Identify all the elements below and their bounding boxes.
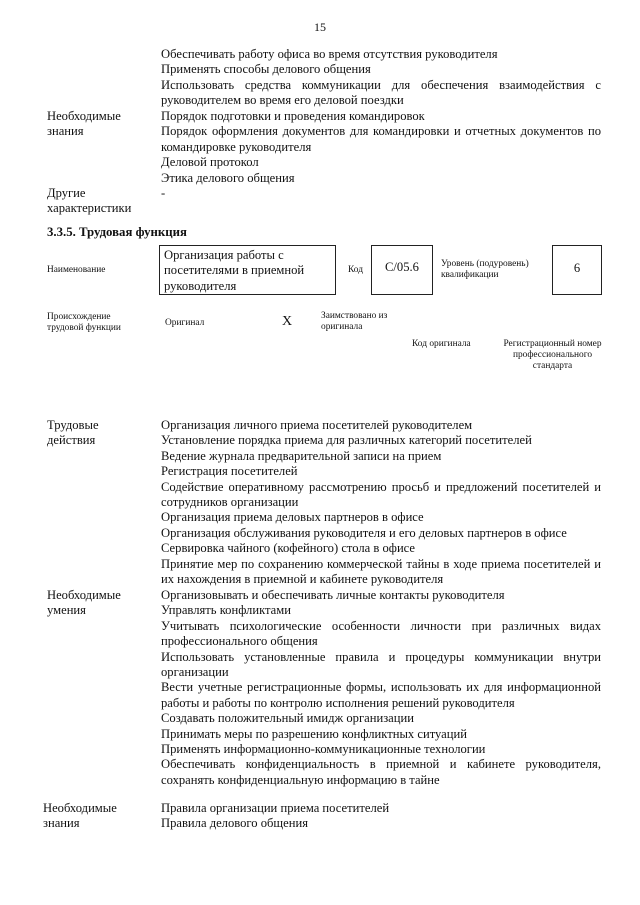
- name-label: Наименование: [47, 265, 106, 275]
- section-heading: 3.3.5. Трудовая функция: [47, 225, 187, 239]
- borrowed-label: Заимствовано из оригинала: [321, 311, 388, 332]
- other-characteristics-value: -: [161, 186, 166, 200]
- list-item: Регистрация посетителей: [161, 464, 298, 479]
- list-item: Использовать средства коммуникации для обеспечения взаимодействия с руководителем во время его деловой поездки: [161, 77, 601, 108]
- knowledge-label: Необходимые знания: [47, 109, 121, 139]
- list-item: Сервировка чайного (кофейного) стола в офисе: [161, 541, 416, 556]
- list-item: Этика делового общения: [161, 170, 295, 185]
- reg-number-label: Регистрационный номер профессионального стандарта: [503, 339, 602, 371]
- original-label: Оригинал: [165, 318, 205, 328]
- code-label: Код: [348, 265, 363, 275]
- list-item: Применять способы делового общения: [161, 62, 371, 77]
- list-item: Использовать установленные правила и процедуры коммуникации внутри организации: [161, 649, 601, 680]
- list-item: Установление порядка приема для различных категорий посетителей: [161, 433, 532, 448]
- list-item: Организация личного приема посетителей руководителем: [161, 418, 473, 432]
- original-mark: X: [282, 314, 293, 329]
- list-item: Принятие мер по сохранению коммерческой тайны в ходе приема посетителей и их нахождения в приемной и кабинете руководителя: [161, 556, 601, 587]
- knowledge-list: [161, 109, 601, 186]
- list-item: Порядок оформления документов для командировки и отчетных документов по командировке руководителя: [161, 124, 601, 154]
- code-box: [371, 245, 433, 295]
- list-item: Организация обслуживания руководителя и его деловых партнеров в офисе: [161, 525, 567, 540]
- list-item: Обеспечивать работу офиса во время отсутствия руководителя: [161, 47, 498, 61]
- list-item: Создавать положительный имидж организации: [161, 711, 414, 726]
- skills-list: [161, 588, 601, 788]
- list-item: Обеспечивать конфиденциальность в приемной и кабинете руководителя, сохранять конфиденциальную информацию в тайне: [161, 757, 601, 787]
- list-item: Деловой протокол: [161, 155, 259, 170]
- list-item: Организовывать и обеспечивать личные контакты руководителя: [161, 588, 505, 602]
- level-box: [552, 245, 602, 295]
- list-item: Содействие оперативному рассмотрению просьб и предложений посетителей и сотрудников организации: [161, 479, 601, 510]
- list-item: Учитывать психологические особенности личности при различных видах профессионального общения: [161, 618, 601, 649]
- list-item: Правила делового общения: [161, 816, 308, 831]
- skills-label: Необходимые умения: [47, 588, 121, 618]
- function-name-box: [159, 245, 336, 295]
- actions-label: Трудовые действия: [47, 418, 99, 448]
- other-characteristics-label: Другие характеристики: [47, 186, 132, 216]
- list-item: Порядок подготовки и проведения командировок: [161, 109, 425, 123]
- level-label: Уровень (подуровень) квалификации: [441, 259, 529, 280]
- code-value: С/05.6: [385, 260, 419, 274]
- list-item: Применять информационно-коммуникационные технологии: [161, 742, 486, 757]
- list-item: Правила организации приема посетителей: [161, 801, 390, 815]
- list-item: Организация приема деловых партнеров в офисе: [161, 510, 424, 525]
- list-item: Ведение журнала предварительной записи на прием: [161, 448, 442, 463]
- list-item: Управлять конфликтами: [161, 603, 291, 618]
- knowledge-list-2: [161, 801, 601, 832]
- list-item: Вести учетные регистрационные формы, использовать их для информационной работы и работы по контролю исполнения решений руководителя: [161, 680, 601, 710]
- function-name: Организация работы с посетителями в приемной руководителя: [164, 248, 305, 293]
- actions-list: [161, 418, 601, 587]
- knowledge-label-2: Необходимые знания: [43, 801, 117, 831]
- code-original-label: Код оригинала: [412, 339, 471, 349]
- origin-label: Происхождение трудовой функции: [47, 312, 121, 333]
- list-item: Принимать меры по разрешению конфликтных ситуаций: [161, 726, 467, 741]
- level-value: 6: [573, 261, 581, 275]
- top-skills-list: [161, 47, 601, 109]
- page-number: 15: [314, 20, 326, 34]
